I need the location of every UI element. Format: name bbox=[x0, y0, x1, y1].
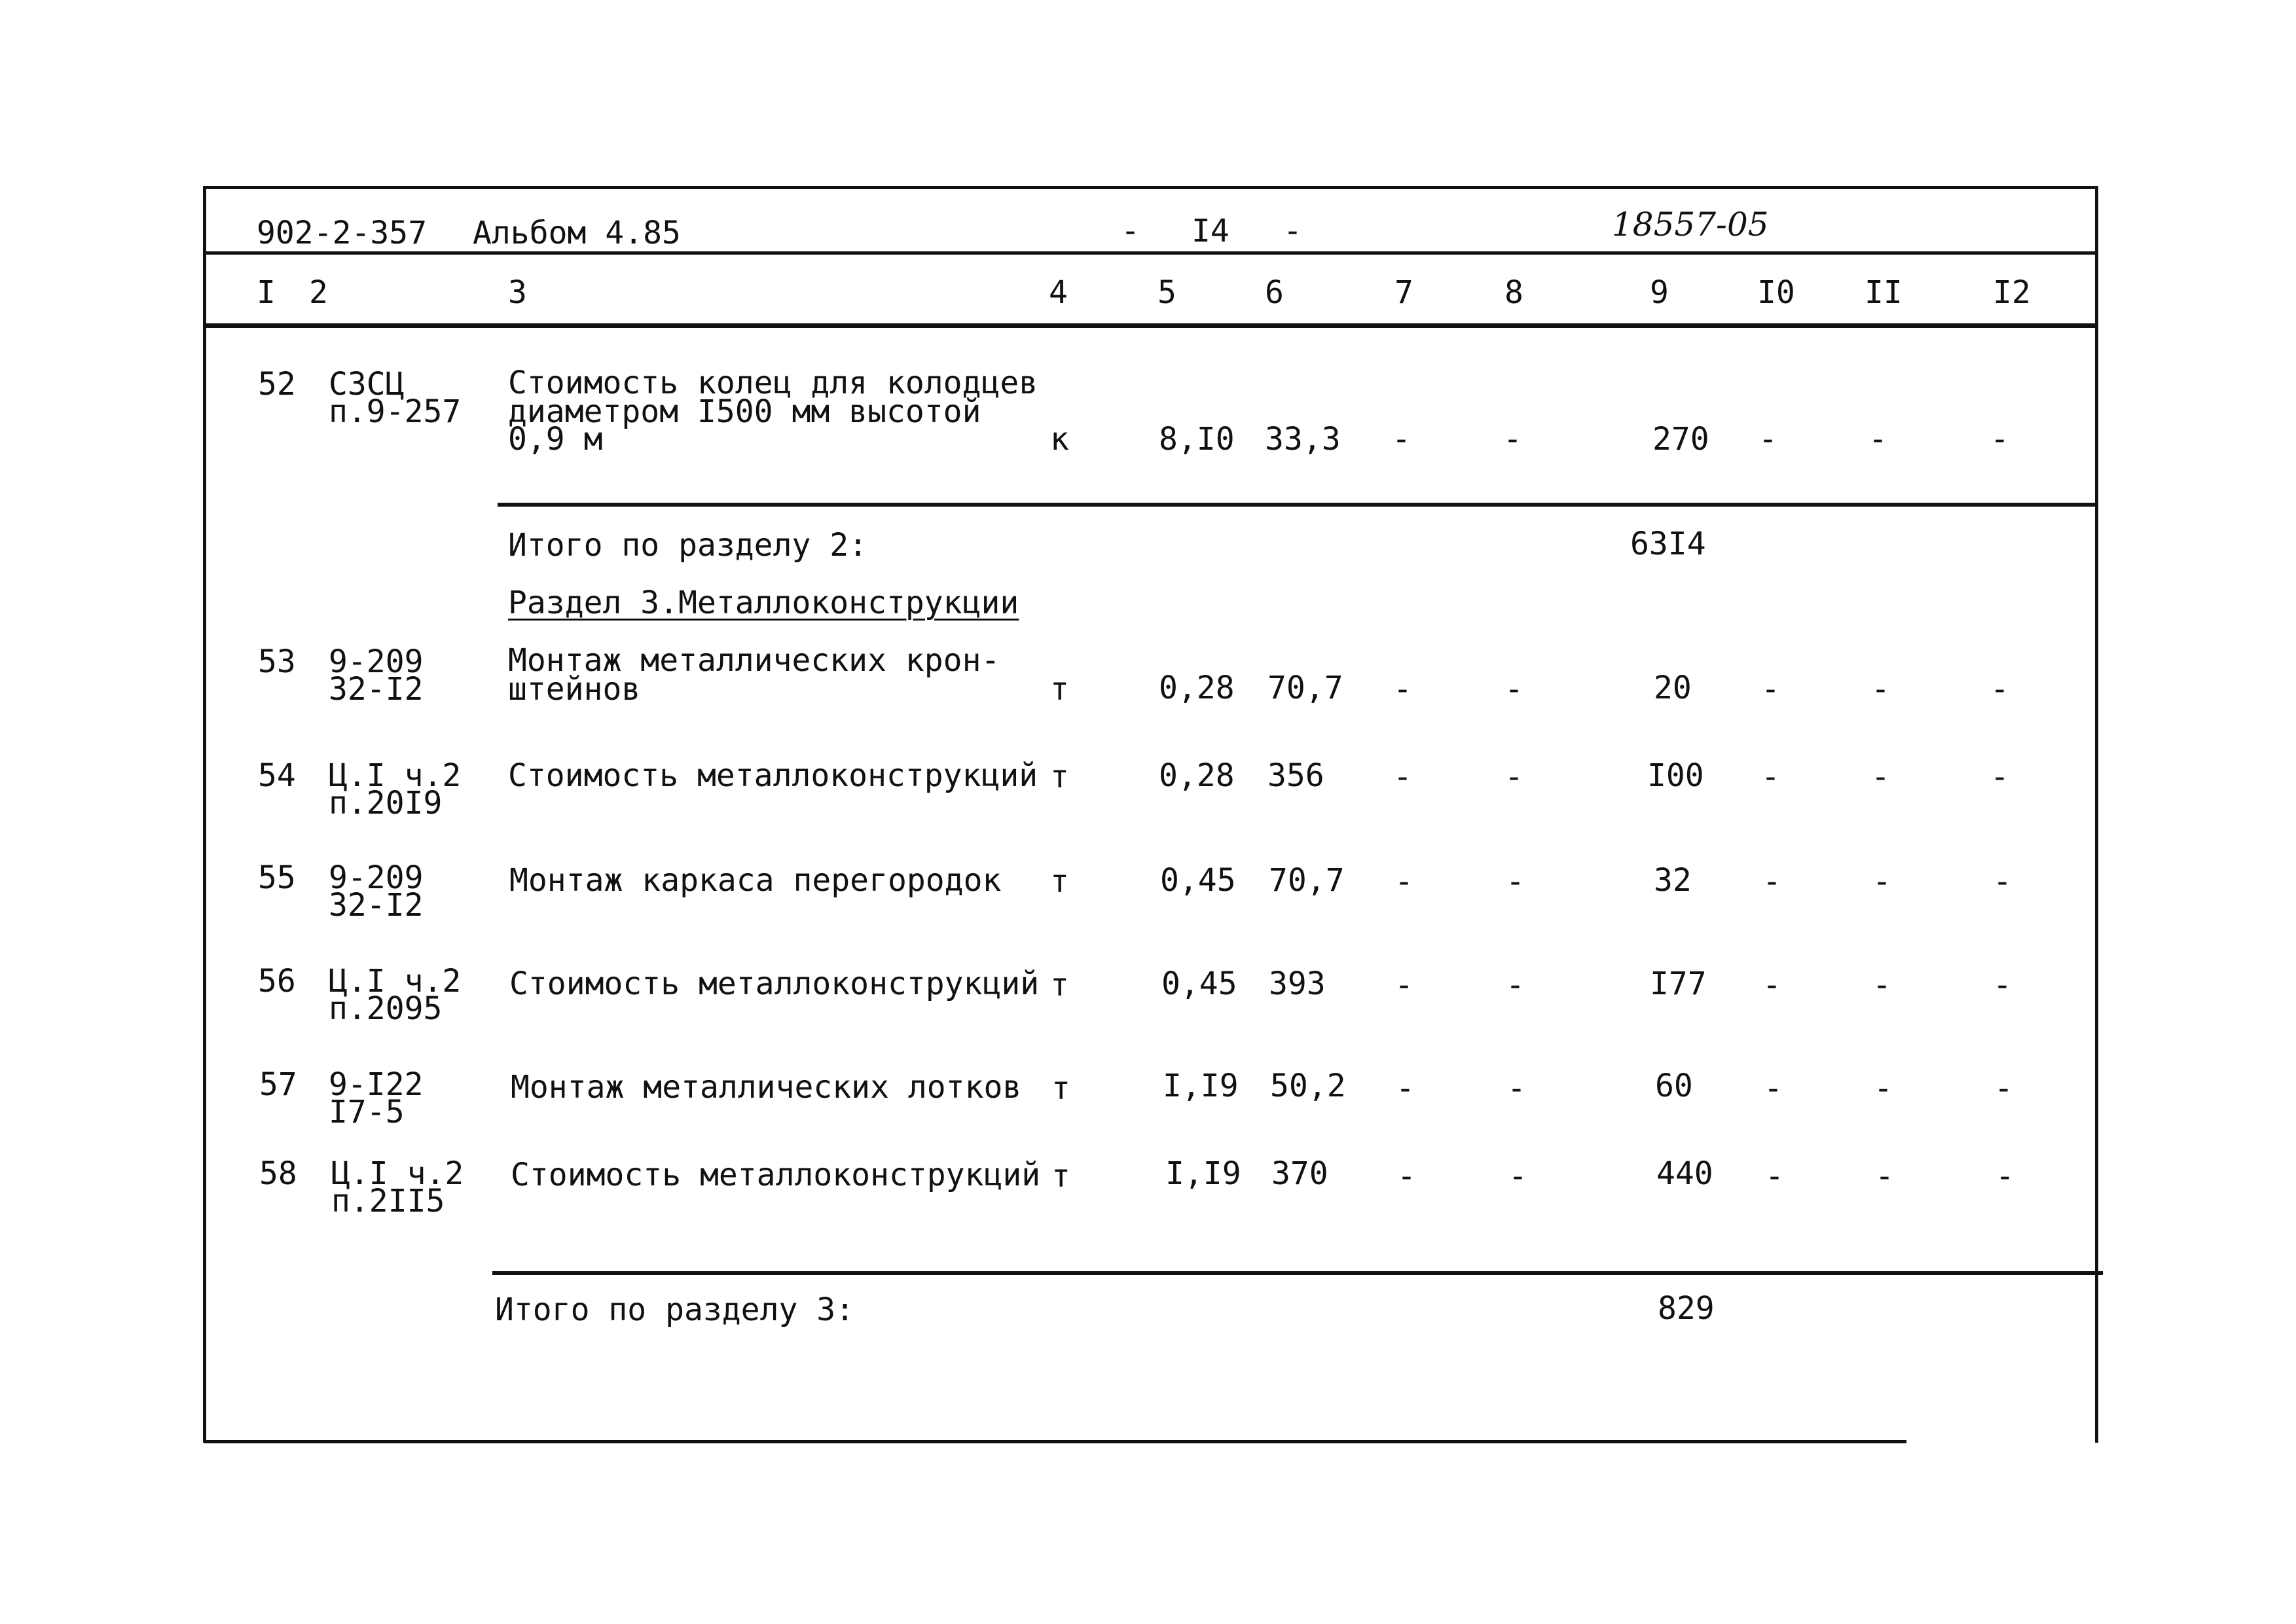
row-quantity: 0,45 bbox=[1161, 965, 1237, 1002]
row-col11: - bbox=[1875, 1158, 1894, 1195]
col-header-9: 9 bbox=[1650, 274, 1669, 311]
row-total: 60 bbox=[1655, 1068, 1693, 1104]
row-col11: - bbox=[1872, 967, 1891, 1003]
row-code-line-2: п.2II5 bbox=[331, 1183, 445, 1219]
album-label: Альбом 4.85 bbox=[473, 215, 681, 251]
row-col11: - bbox=[1871, 671, 1890, 708]
row-number: 54 bbox=[258, 757, 296, 794]
page-dash-left: - bbox=[1121, 213, 1140, 249]
row-col12: - bbox=[1993, 967, 2012, 1003]
subtotal2-label: Итого по разделу 2: bbox=[508, 527, 868, 564]
row-col12: - bbox=[1990, 671, 2009, 708]
row-unit: к bbox=[1050, 421, 1069, 458]
row-number: 55 bbox=[258, 859, 296, 896]
row-price: 393 bbox=[1269, 965, 1326, 1002]
col-header-12: I2 bbox=[1993, 274, 2031, 311]
frame-top-line bbox=[204, 186, 2098, 189]
row-desc-line-1: Стоимость металлоконструкций bbox=[509, 965, 1040, 1002]
col-header-7: 7 bbox=[1394, 274, 1413, 311]
row-col8: - bbox=[1506, 967, 1525, 1003]
row-col8: - bbox=[1507, 1070, 1526, 1107]
row-col7: - bbox=[1397, 1158, 1416, 1195]
subtotal3-rule bbox=[492, 1271, 2103, 1275]
row-desc-line-1: Монтаж металлических лотков bbox=[511, 1069, 1022, 1106]
row-col12: - bbox=[1995, 1158, 2014, 1195]
col-header-1: I bbox=[257, 274, 276, 311]
row-col10: - bbox=[1762, 967, 1781, 1003]
row-col11: - bbox=[1874, 1070, 1893, 1107]
frame-bottom-line bbox=[204, 1440, 1906, 1443]
row-desc-line-1: Монтаж каркаса перегородок bbox=[509, 862, 1002, 899]
row-code-line-1: Ц.I ч.2 bbox=[329, 757, 462, 794]
subtotal3-value: 829 bbox=[1658, 1290, 1715, 1327]
row-number: 57 bbox=[259, 1066, 297, 1103]
row-code-line-1: 9-209 bbox=[329, 859, 424, 896]
row-price: 370 bbox=[1271, 1155, 1328, 1192]
row-col8: - bbox=[1503, 421, 1522, 458]
row-code-line-1: Ц.I ч.2 bbox=[331, 1155, 464, 1192]
row-quantity: 0,28 bbox=[1159, 757, 1235, 794]
row-unit: т bbox=[1050, 759, 1069, 795]
col-header-3: 3 bbox=[508, 274, 527, 311]
row-number: 53 bbox=[258, 643, 296, 680]
row-unit: т bbox=[1051, 1070, 1070, 1107]
row-total: 20 bbox=[1654, 670, 1692, 706]
subtotal3-label: Итого по разделу 3: bbox=[495, 1291, 855, 1328]
row-number: 58 bbox=[259, 1155, 297, 1192]
subtotal2-rule bbox=[498, 503, 2095, 507]
row-quantity: 0,28 bbox=[1159, 670, 1235, 706]
row-price: 70,7 bbox=[1267, 670, 1343, 706]
row-desc-line-1: Стоимость металлоконструкций bbox=[511, 1157, 1041, 1193]
page-number: I4 bbox=[1192, 213, 1230, 249]
row-col10: - bbox=[1765, 1158, 1784, 1195]
row-unit: т bbox=[1050, 671, 1069, 708]
handwritten-number: 18557-05 bbox=[1612, 206, 1769, 244]
row-col11: - bbox=[1872, 863, 1891, 900]
row-col12: - bbox=[1990, 759, 2009, 795]
row-col7: - bbox=[1396, 1070, 1415, 1107]
row-col8: - bbox=[1508, 1158, 1527, 1195]
header-bottom-line bbox=[204, 251, 2098, 255]
row-total: 440 bbox=[1656, 1155, 1713, 1192]
col-header-10: I0 bbox=[1757, 274, 1795, 311]
row-quantity: I,I9 bbox=[1163, 1068, 1239, 1104]
row-col7: - bbox=[1392, 421, 1411, 458]
doc-code: 902-2-357 bbox=[257, 215, 428, 251]
row-code-line-2: 32-I2 bbox=[329, 671, 424, 708]
page-dash-right: - bbox=[1283, 213, 1302, 249]
row-col12: - bbox=[1993, 863, 2012, 900]
row-col7: - bbox=[1393, 759, 1412, 795]
row-code-line-1: СЗСЦ bbox=[329, 366, 405, 403]
row-code-line-2: I7-5 bbox=[329, 1094, 405, 1130]
col-header-5: 5 bbox=[1157, 274, 1176, 311]
row-total: I77 bbox=[1650, 965, 1707, 1002]
row-desc-line-2: диаметром I500 мм высотой bbox=[508, 393, 981, 430]
row-col8: - bbox=[1504, 759, 1523, 795]
row-quantity: 8,I0 bbox=[1159, 421, 1235, 458]
col-header-8: 8 bbox=[1504, 274, 1523, 311]
row-price: 33,3 bbox=[1265, 421, 1341, 458]
row-quantity: 0,45 bbox=[1160, 862, 1236, 899]
row-col8: - bbox=[1504, 671, 1523, 708]
row-col11: - bbox=[1871, 759, 1890, 795]
row-col12: - bbox=[1990, 421, 2009, 458]
row-number: 52 bbox=[258, 366, 296, 403]
row-desc-line-2: штейнов bbox=[508, 671, 641, 708]
row-price: 356 bbox=[1267, 757, 1324, 794]
col-header-4: 4 bbox=[1049, 274, 1068, 311]
row-total: 270 bbox=[1652, 421, 1709, 458]
row-code-line-2: п.20I9 bbox=[329, 785, 443, 821]
row-desc-line-1: Монтаж металлических крон- bbox=[508, 642, 1000, 679]
row-code-line-1: 9-209 bbox=[329, 643, 424, 680]
section3-title: Раздел 3.Металлоконструкции bbox=[508, 585, 1019, 621]
row-unit: т bbox=[1051, 1158, 1070, 1195]
row-col7: - bbox=[1394, 863, 1413, 900]
row-col12: - bbox=[1994, 1070, 2013, 1107]
row-col10: - bbox=[1764, 1070, 1783, 1107]
row-unit: т bbox=[1050, 863, 1069, 900]
row-price: 50,2 bbox=[1270, 1068, 1346, 1104]
col-header-2: 2 bbox=[309, 274, 328, 311]
row-code-line-2: 32-I2 bbox=[329, 887, 424, 924]
row-col8: - bbox=[1506, 863, 1525, 900]
row-col10: - bbox=[1761, 671, 1780, 708]
row-total: I00 bbox=[1647, 757, 1704, 794]
row-unit: т bbox=[1050, 967, 1069, 1003]
row-col7: - bbox=[1394, 967, 1413, 1003]
row-code-line-1: 9-I22 bbox=[329, 1066, 424, 1103]
frame-left-line bbox=[203, 186, 206, 1443]
row-col11: - bbox=[1868, 421, 1887, 458]
row-code-line-1: Ц.I ч.2 bbox=[329, 963, 462, 1000]
row-quantity: I,I9 bbox=[1165, 1155, 1241, 1192]
row-col10: - bbox=[1761, 759, 1780, 795]
row-price: 70,7 bbox=[1269, 862, 1345, 899]
frame-right-line bbox=[2095, 186, 2098, 1443]
row-total: 32 bbox=[1654, 862, 1692, 899]
row-code-line-2: п.9-257 bbox=[329, 393, 462, 430]
row-col7: - bbox=[1393, 671, 1412, 708]
row-desc-line-1: Стоимость металлоконструкций bbox=[508, 757, 1038, 794]
col-header-6: 6 bbox=[1265, 274, 1284, 311]
row-col10: - bbox=[1762, 863, 1781, 900]
subtotal2-value: 63I4 bbox=[1630, 526, 1706, 562]
column-header-bottom-line bbox=[204, 323, 2096, 328]
row-code-line-2: п.2095 bbox=[329, 990, 443, 1027]
row-desc-line-3: 0,9 м bbox=[508, 421, 603, 458]
row-number: 56 bbox=[258, 963, 296, 1000]
col-header-11: II bbox=[1865, 274, 1903, 311]
row-desc-line-1: Стоимость колец для колодцев bbox=[508, 365, 1038, 401]
row-col10: - bbox=[1758, 421, 1777, 458]
